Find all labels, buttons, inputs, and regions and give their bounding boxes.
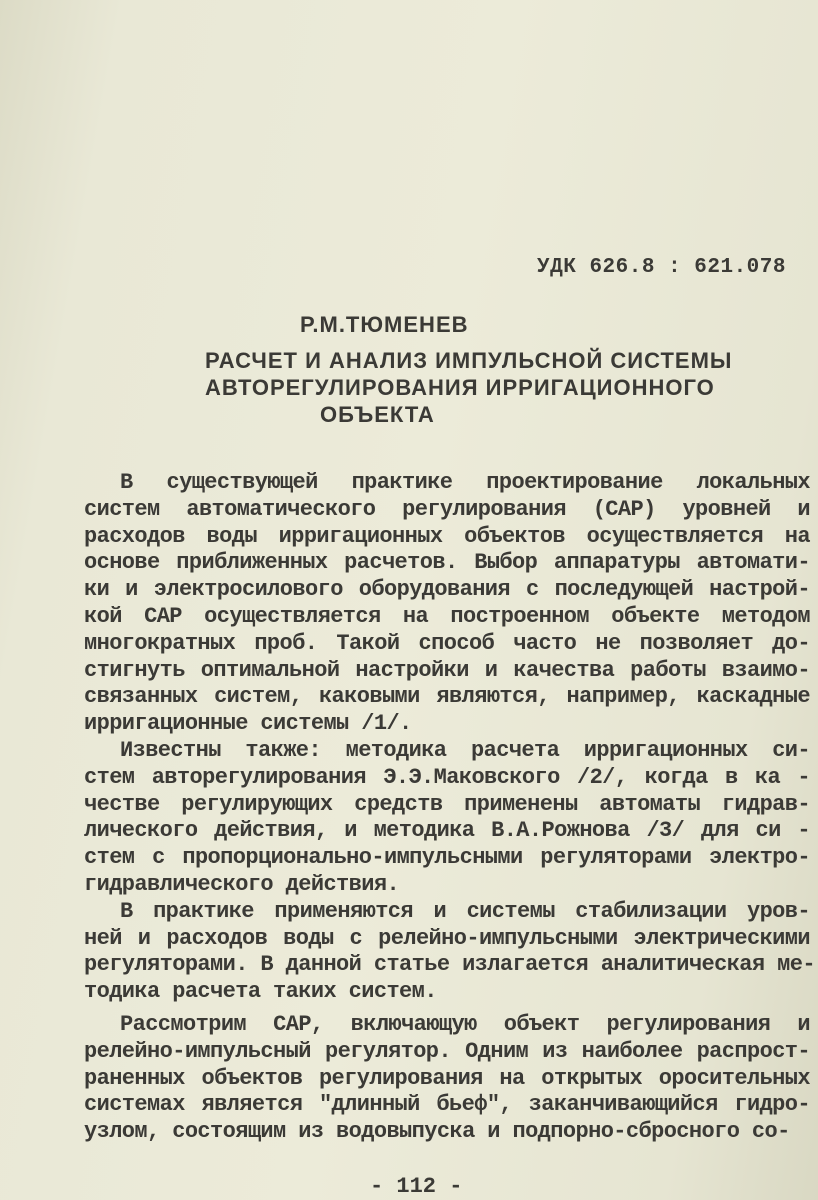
text-line: ирригационные системы /1/. bbox=[84, 711, 412, 737]
text-line: связанных систем, каковыми являются, например, каскадные bbox=[84, 684, 810, 710]
text-line: ки и электросилового оборудования с последующей настрой- bbox=[84, 577, 810, 603]
text-line: В практике применяются и системы стабилизации уров- bbox=[120, 898, 810, 924]
text-line: В существующей практике проектирование локальных bbox=[120, 470, 810, 495]
page-number: - 112 - bbox=[370, 1174, 463, 1199]
text-line: релейно-импульсный регулятор. Одним из наиболее распрост- bbox=[84, 1038, 810, 1064]
text-line: регуляторами. В данной статье излагается аналитическая ме- bbox=[84, 952, 815, 978]
text-line: системах является "длинный бьеф", заканчивающийся гидро- bbox=[84, 1092, 810, 1118]
text-line: стем авторегулирования Э.Э.Маковского /2/, когда в ка - bbox=[84, 764, 810, 790]
text-line: раненных объектов регулирования на открытых оросительных bbox=[84, 1065, 810, 1091]
text-line: ней и расходов воды с релейно-импульсными электрическими bbox=[84, 925, 810, 951]
paragraph bbox=[84, 738, 810, 899]
text-line: тодика расчета таких систем. bbox=[84, 979, 437, 1005]
text-line: узлом, состоящим из водовыпуска и подпорно-сбросного со- bbox=[84, 1119, 790, 1145]
text-line: кой САР осуществляется на построенном объекте методом bbox=[84, 603, 810, 629]
article-title-line-3: ОБЪЕКТА bbox=[320, 402, 435, 427]
text-line: честве регулирующих средств применены автоматы гидрав- bbox=[84, 791, 810, 817]
paragraph bbox=[84, 1012, 810, 1146]
paragraph bbox=[84, 898, 815, 1006]
text-line: стем с пропорционально-импульсными регуляторами электро- bbox=[84, 845, 810, 871]
text-line: основе приближенных расчетов. Выбор аппаратуры автомати- bbox=[84, 550, 810, 576]
text-line: расходов воды ирригационных объектов осуществляется на bbox=[84, 523, 810, 549]
text-line: систем автоматического регулирования (САР) уровней и bbox=[84, 496, 810, 522]
author-name: Р.М.ТЮМЕНЕВ bbox=[300, 312, 469, 337]
udc-code: УДК 626.8 : 621.078 bbox=[537, 256, 786, 279]
text-line: гидравлического действия. bbox=[84, 871, 400, 897]
text-line: лического действия, и методика В.А.Рожнова /3/ для си - bbox=[84, 818, 810, 844]
text-line: Известны также: методика расчета ирригационных си- bbox=[120, 737, 810, 763]
text-line: стигнуть оптимальной настройки и качества работы взаимо- bbox=[84, 657, 810, 683]
text-line: многократных проб. Такой способ часто не позволяет до- bbox=[84, 630, 810, 656]
paragraph bbox=[84, 470, 810, 738]
article-title-line-1: РАСЧЕТ И АНАЛИЗ ИМПУЛЬСНОЙ СИСТЕМЫ bbox=[205, 348, 733, 373]
article-title-line-2: АВТОРЕГУЛИРОВАНИЯ ИРРИГАЦИОННОГО bbox=[205, 375, 715, 400]
article-body bbox=[84, 470, 815, 1146]
text-line: Рассмотрим САР, включающую объект регулирования и bbox=[120, 1011, 810, 1037]
